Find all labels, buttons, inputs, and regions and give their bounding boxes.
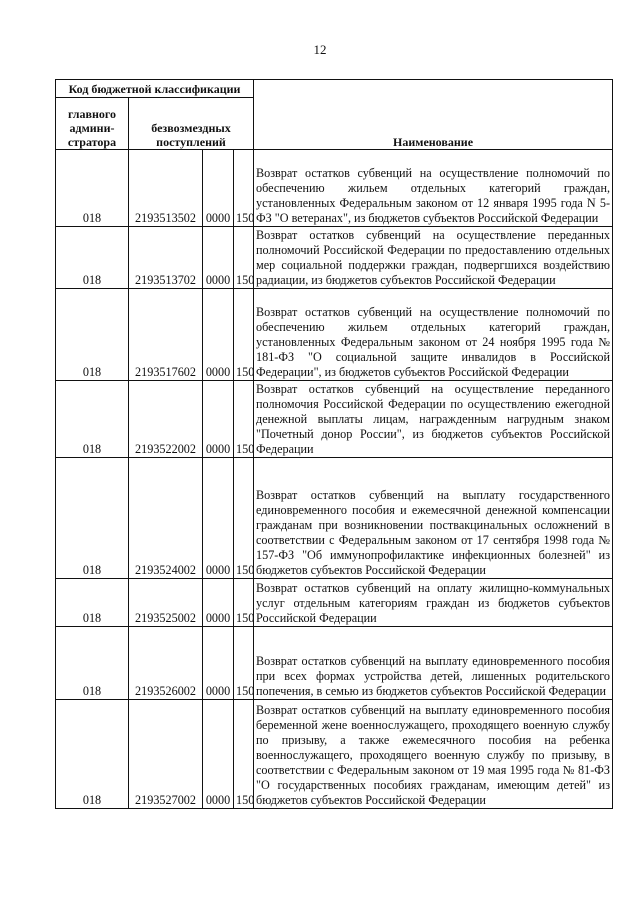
revenue-code-cell: 2193513702 (129, 227, 203, 289)
table-row (56, 150, 613, 227)
admin-code-cell: 018 (56, 150, 129, 227)
subtype-code-cell: 0000 (203, 150, 234, 227)
type-code-cell: 150 (234, 627, 254, 700)
item-name-cell: Возврат остатков субвенций на выплату единовременного пособия беременной жене военнослужащего, проходящего военную службу по призыву, а также ежемесячного пособия на ребенка военнослужащего, проходящего военную службу по призыву, в соответствии с Федеральным законом от 19 мая 1995 года № 81-ФЗ "О государственных пособиях гражданам, имеющим детей" из бюджетов субъектов Российской Федерации (254, 700, 613, 809)
subtype-code-cell: 0000 (203, 289, 234, 381)
revenue-code-cell: 2193526002 (129, 627, 203, 700)
header-budget-classification-code: Код бюджетной классификации (56, 80, 254, 98)
subtype-code-cell: 0000 (203, 627, 234, 700)
budget-classification-table (55, 79, 613, 809)
admin-code-cell: 018 (56, 627, 129, 700)
type-code-cell: 150 (234, 227, 254, 289)
type-code-cell: 150 (234, 150, 254, 227)
header-chief-administrator: главного админи-стратора (56, 98, 129, 150)
table-row (56, 458, 613, 579)
type-code-cell: 150 (234, 700, 254, 809)
admin-code-cell: 018 (56, 700, 129, 809)
item-name-cell: Возврат остатков субвенций на выплату единовременного пособия при всех формах устройства детей, лишенных родительского попечения, в семью из бюджетов субъектов Российской Федерации (254, 627, 613, 700)
item-name-cell: Возврат остатков субвенций на осуществление переданных полномочий Российской Федерации по предоставлению отдельных мер социальной поддержки граждан, подвергшихся воздействию радиации, из бюджетов субъектов Российской Федерации (254, 227, 613, 289)
revenue-code-cell: 2193522002 (129, 381, 203, 458)
type-code-cell: 150 (234, 289, 254, 381)
header-free-revenues: безвозмездных поступлений (129, 98, 254, 150)
item-name-cell: Возврат остатков субвенций на выплату государственного единовременного пособия и ежемесячной денежной компенсации гражданам при возникновении поствакцинальных осложнений в соответствии с Федеральным законом от 17 сентября 1998 года № 157-ФЗ "Об иммунопрофилактике инфекционных болезней" из бюджетов субъектов Российской Федерации (254, 458, 613, 579)
header-name: Наименование (254, 80, 613, 150)
type-code-cell: 150 (234, 579, 254, 627)
revenue-code-cell: 2193524002 (129, 458, 203, 579)
subtype-code-cell: 0000 (203, 579, 234, 627)
subtype-code-cell: 0000 (203, 458, 234, 579)
type-code-cell: 150 (234, 458, 254, 579)
table-row (56, 381, 613, 458)
admin-code-cell: 018 (56, 227, 129, 289)
type-code-cell: 150 (234, 381, 254, 458)
admin-code-cell: 018 (56, 381, 129, 458)
table-row (56, 227, 613, 289)
table-row (56, 627, 613, 700)
revenue-code-cell: 2193517602 (129, 289, 203, 381)
page-number: 12 (313, 42, 327, 57)
table-row (56, 289, 613, 381)
item-name-cell: Возврат остатков субвенций на осуществление полномочий по обеспечению жильем отдельных категорий граждан, установленных Федеральным законом от 24 ноября 1995 года № 181-ФЗ "О социальной защите инвалидов в Российской Федерации", из бюджетов субъектов Российской Федерации (254, 289, 613, 381)
admin-code-cell: 018 (56, 579, 129, 627)
item-name-cell: Возврат остатков субвенций на осуществление переданного полномочия Российской Федерации по осуществлению ежегодной денежной выплаты лицам, награжденным нагрудным знаком "Почетный донор России", из бюджетов субъектов Российской Федерации (254, 381, 613, 458)
revenue-code-cell: 2193527002 (129, 700, 203, 809)
subtype-code-cell: 0000 (203, 227, 234, 289)
admin-code-cell: 018 (56, 458, 129, 579)
revenue-code-cell: 2193525002 (129, 579, 203, 627)
subtype-code-cell: 0000 (203, 700, 234, 809)
item-name-cell: Возврат остатков субвенций на оплату жилищно-коммунальных услуг отдельным категориям граждан из бюджетов субъектов Российской Федерации (254, 579, 613, 627)
table-row (56, 579, 613, 627)
table-row (56, 700, 613, 809)
item-name-cell: Возврат остатков субвенций на осуществление полномочий по обеспечению жильем отдельных категорий граждан, установленных Федеральным законом от 12 января 1995 года N 5-ФЗ "О ветеранах", из бюджетов субъектов Российской Федерации (254, 150, 613, 227)
admin-code-cell: 018 (56, 289, 129, 381)
subtype-code-cell: 0000 (203, 381, 234, 458)
revenue-code-cell: 2193513502 (129, 150, 203, 227)
